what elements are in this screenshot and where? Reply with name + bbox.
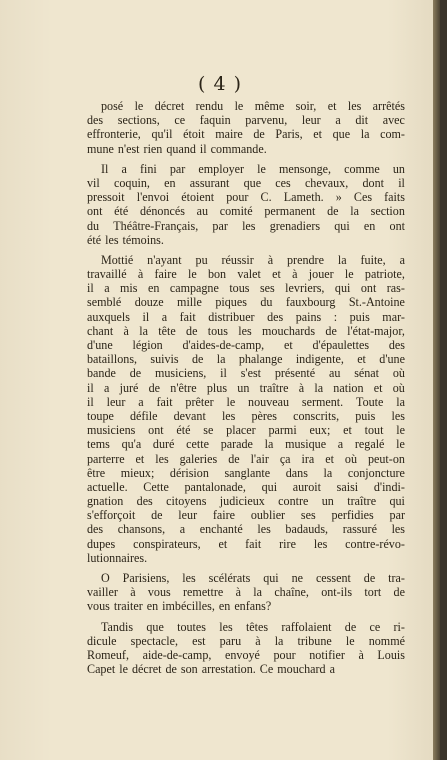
- page-binding-edge: [433, 0, 440, 760]
- text-line: lutionnaires.: [87, 550, 148, 565]
- text-line: bataillons, suivis de la phalange indigente, et d'une: [87, 352, 405, 367]
- text-line: mune n'est rien quand il commande.: [87, 141, 267, 156]
- text-line: parterre et les galeries de l'air ça ira et où peut-on: [87, 451, 405, 466]
- text-line: des sections, ce faquin parvenu, leur a dit avec: [87, 113, 405, 128]
- text-line: Romeuf, aide-de-camp, envoyé pour notifier à Louis: [87, 647, 405, 662]
- text-line: été les témoins.: [87, 232, 164, 247]
- page-number: ( 4 ): [198, 73, 242, 95]
- text-line: d'une légion d'aides-de-camp, et d'épaulettes des: [87, 338, 405, 352]
- text-line: il a juré de n'être plus un traître à la nation et où: [87, 380, 405, 395]
- text-line: posé le décret rendu le même soir, et les arrêtés: [101, 99, 405, 113]
- text-line: O Parisiens, les scélérats qui ne cessent de tra-: [101, 571, 405, 585]
- text-line: Mottié n'ayant pu réussir à prendre la fuite, a: [101, 252, 405, 267]
- text-line: dupes conspirateurs, et fait rire les contre-révo-: [87, 536, 405, 551]
- text-line: du Théâtre-Français, par les grenadiers qui en ont: [87, 218, 405, 233]
- text-line: dicule spectacle, est paru à la tribune le nommé: [87, 633, 405, 648]
- text-line: effronterie, qu'il étoit maire de Paris, et que la com-: [87, 127, 405, 142]
- text-line: tems qu'a duré cette parade la musique a regalé le: [87, 437, 405, 452]
- text-line: être mieux; dérision sanglante dans la conjoncture: [87, 465, 405, 480]
- text-line: Tandis que toutes les têtes raffolaient de ce ri-: [101, 619, 405, 634]
- text-line: pressoit l'envoi étoient pour C. Lameth. » Ces faits: [87, 190, 405, 205]
- text-line: s'efforçoit de leur faire oublier ses perfidies par: [87, 508, 405, 523]
- text-line: vailler à vous remettre à la chaîne, ont-ils tort de: [87, 585, 405, 600]
- text-line: chant à la tête de tous les mouchards de l'état-major,: [87, 323, 405, 338]
- text-line: musiciens ont été se placer parmi eux; et tout le: [87, 423, 405, 438]
- text-line: semblé douze mille piques du fauxbourg St.-Antoine: [87, 295, 405, 310]
- text-line: actuelle. Cette pantalonade, qui auroit saisi d'indi-: [87, 479, 405, 494]
- text-line: il a mis en campagne tous ses levriers, qui ont ras-: [87, 281, 405, 296]
- text-line: il leur a fait prêter le nouveau serment. Toute la: [87, 394, 405, 409]
- text-line: travaillé à faire le bon valet et à jouer le patriote,: [87, 267, 405, 282]
- text-line: auxquels il a fait distribuer des pains : puis mar-: [87, 309, 405, 324]
- text-line: bande de musiciens, il s'est présenté au sénat où: [87, 366, 405, 381]
- text-line: des chansons, a enchanté les badauds, rassuré les: [87, 522, 405, 537]
- body-text: [87, 99, 405, 676]
- text-line: toupe défile devant les pères conscrits, puis les: [87, 408, 405, 423]
- text-line: Il a fini par employer le mensonge, comme un: [101, 161, 405, 176]
- text-line: ont été dénoncés au comité permanent de la section: [87, 204, 405, 219]
- text-line: vous traiter en imbécilles, en enfans?: [87, 599, 272, 614]
- text-line: gnation des citoyens judicieux contre un traître qui: [87, 494, 405, 509]
- text-line: vil coquin, en assurant que ces chevaux, dont il: [87, 175, 405, 190]
- text-line: Capet le décret de son arrestation. Ce mouchard a: [87, 662, 335, 677]
